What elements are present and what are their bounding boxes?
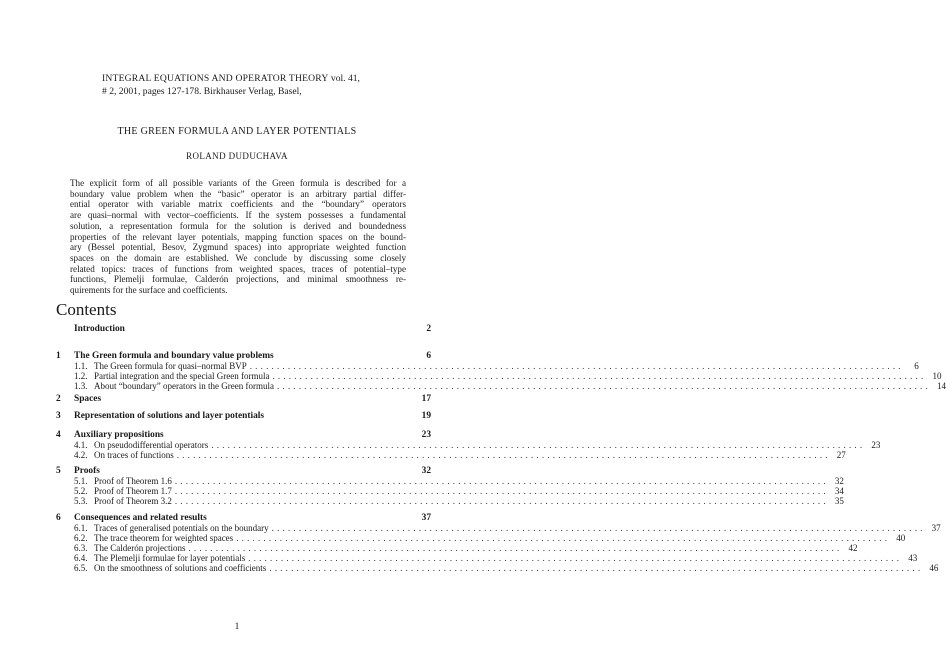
toc-entry-label: Auxiliary propositions: [74, 430, 164, 440]
page-number: 1: [234, 622, 240, 632]
toc-entry-label: On pseudodifferential operators: [94, 440, 209, 450]
toc-entry-number: 2: [56, 394, 61, 404]
toc-entry-label: The Green formula and boundary value problems: [74, 351, 274, 361]
toc-entry-page: 17: [421, 394, 431, 404]
toc-entry-page: 23: [871, 440, 881, 450]
abstract-line: functions, Plemelji formulae, Calderón projections, and minimal smoothness re-: [70, 274, 406, 285]
journal-issue-line: # 2, 2001, pages 127-178. Birkhauser Verlag, Basel,: [102, 86, 302, 97]
toc-entry-page: 37: [421, 513, 431, 523]
toc-leader-dots: ........................................................................................................................: [174, 486, 829, 496]
toc-leader-dots: ........................................................................................................................: [211, 440, 866, 450]
toc-entry-label: Partial integration and the special Green formula: [94, 371, 270, 381]
abstract-line: quirements for the surface and coefficients.: [70, 285, 228, 296]
toc-entry-number: 1.3.: [74, 381, 88, 391]
toc-entry-page: 42: [848, 543, 858, 553]
toc-entry-number: 1: [56, 351, 61, 361]
abstract-line: spaces on the domain are established. We conclude by discussing some closely: [70, 252, 406, 263]
toc-leader-dots: ........................................................................................................................: [271, 523, 926, 533]
toc-section-entry[interactable]: [56, 324, 431, 335]
toc-leader-dots: ........................................................................................................................: [269, 563, 924, 573]
toc-section-entry[interactable]: [56, 411, 431, 422]
toc-section-entry[interactable]: [56, 394, 431, 405]
journal-volume: vol. 41,: [330, 73, 360, 84]
journal-citation: [102, 72, 422, 98]
toc-leader-dots: ........................................................................................................................: [272, 371, 927, 381]
toc-subsection-entry[interactable]: [56, 381, 946, 392]
abstract-line: ary (Bessel potential, Besov, Zygmund spaces) into appropriate weighted function: [70, 242, 406, 253]
abstract: [70, 178, 406, 296]
abstract-line: boundary value problem when the “basic” operator is an arbitrary partial differ-: [70, 188, 406, 199]
toc-entry-page: 46: [929, 563, 939, 573]
toc-entry-number: 3: [56, 411, 61, 421]
toc-leader-dots: ........................................................................................................................: [276, 381, 931, 391]
toc-entry-label: Representation of solutions and layer potentials: [74, 411, 265, 421]
toc-entry-number: 6.2.: [74, 533, 88, 543]
toc-entry-label: Proofs: [74, 466, 100, 476]
toc-entry-label: Proof of Theorem 3.2: [94, 496, 172, 506]
toc-entry-number: 4: [56, 430, 61, 440]
toc-entry-page: 43: [908, 553, 918, 563]
toc-entry-number: 6: [56, 513, 61, 523]
toc-entry-page: 23: [421, 430, 431, 440]
toc-leader-dots: ........................................................................................................................: [188, 543, 843, 553]
toc-entry-page: 6: [426, 351, 431, 361]
toc-entry-number: 5.3.: [74, 496, 88, 506]
toc-entry-page: 32: [421, 466, 431, 476]
toc-entry-page: 32: [834, 476, 844, 486]
toc-entry-number: 4.2.: [74, 450, 88, 460]
abstract-line: ential operator with variable matrix coefficients and the “boundary” operators: [70, 199, 406, 210]
toc-entry-label: The Plemelji formulae for layer potentials: [94, 553, 246, 563]
toc-entry-number: 5: [56, 466, 61, 476]
toc-entry-number: 1.2.: [74, 371, 88, 381]
toc-leader-dots: ........................................................................................................................: [174, 476, 829, 486]
abstract-line: related topics: traces of functions from weighted spaces, traces of potential–type: [70, 263, 406, 274]
toc-entry-number: 6.1.: [74, 523, 88, 533]
toc-entry-label: The Calderón projections: [94, 543, 186, 553]
toc-entry-label: Introduction: [74, 324, 125, 334]
abstract-line: properties of the relevant layer potentials, mapping function spaces on the bound-: [70, 231, 406, 242]
toc-entry-label: Proof of Theorem 1.6: [94, 476, 172, 486]
toc-entry-label: Spaces: [74, 394, 102, 404]
toc-subsection-entry[interactable]: [56, 450, 846, 461]
paper-author: ROLAND DUDUCHAVA: [186, 151, 288, 161]
toc-subsection-entry[interactable]: [56, 563, 939, 574]
toc-entry-number: 5.2.: [74, 486, 88, 496]
abstract-line: The explicit form of all possible variants of the Green formula is described for a: [70, 178, 406, 188]
toc-entry-number: 5.1.: [74, 476, 88, 486]
toc-entry-page: 40: [896, 533, 906, 543]
toc-leader-dots: ........................................................................................................................: [174, 496, 829, 506]
contents-heading: Contents: [56, 300, 117, 319]
toc-leader-dots: ........................................................................................................................: [249, 361, 904, 371]
toc-entry-label: Traces of generalised potentials on the boundary: [94, 523, 269, 533]
toc-subsection-entry[interactable]: [56, 496, 844, 507]
toc-leader-dots: ........................................................................................................................: [176, 450, 831, 460]
toc-entry-page: 10: [932, 371, 942, 381]
toc-entry-page: 6: [914, 361, 919, 371]
toc-entry-page: 27: [836, 450, 846, 460]
toc-entry-page: 14: [936, 381, 946, 391]
toc-entry-number: 6.4.: [74, 553, 88, 563]
toc-leader-dots: ........................................................................................................................: [248, 553, 903, 563]
toc-entry-number: 1.1.: [74, 361, 88, 371]
toc-entry-page: 34: [834, 486, 844, 496]
toc-entry-page: 37: [931, 523, 941, 533]
toc-entry-number: 4.1.: [74, 440, 88, 450]
toc-entry-page: 19: [421, 411, 431, 421]
toc-entry-page: 35: [834, 496, 844, 506]
paper-title: THE GREEN FORMULA AND LAYER POTENTIALS: [117, 126, 357, 137]
toc-entry-label: Consequences and related results: [74, 513, 207, 523]
toc-entry-label: On the smoothness of solutions and coefficients: [94, 563, 267, 573]
toc-entry-label: About “boundary” operators in the Green formula: [94, 381, 274, 391]
toc-entry-label: The Green formula for quasi–normal BVP: [94, 361, 247, 371]
toc-entry-label: The trace theorem for weighted spaces: [94, 533, 234, 543]
toc-entry-label: On traces of functions: [94, 450, 174, 460]
abstract-line: are quasi–normal with vector–coefficients. If the system possesses a fundamental: [70, 210, 406, 221]
journal-name: INTEGRAL EQUATIONS AND OPERATOR THEORY: [102, 73, 329, 84]
abstract-line: solution, a representation formula for the solution is derived and boundedness: [70, 220, 406, 231]
toc-entry-label: Proof of Theorem 1.7: [94, 486, 172, 496]
toc-entry-number: 6.3.: [74, 543, 88, 553]
toc-leader-dots: ........................................................................................................................: [236, 533, 891, 543]
toc-entry-page: 2: [426, 324, 431, 334]
toc-entry-number: 6.5.: [74, 563, 88, 573]
